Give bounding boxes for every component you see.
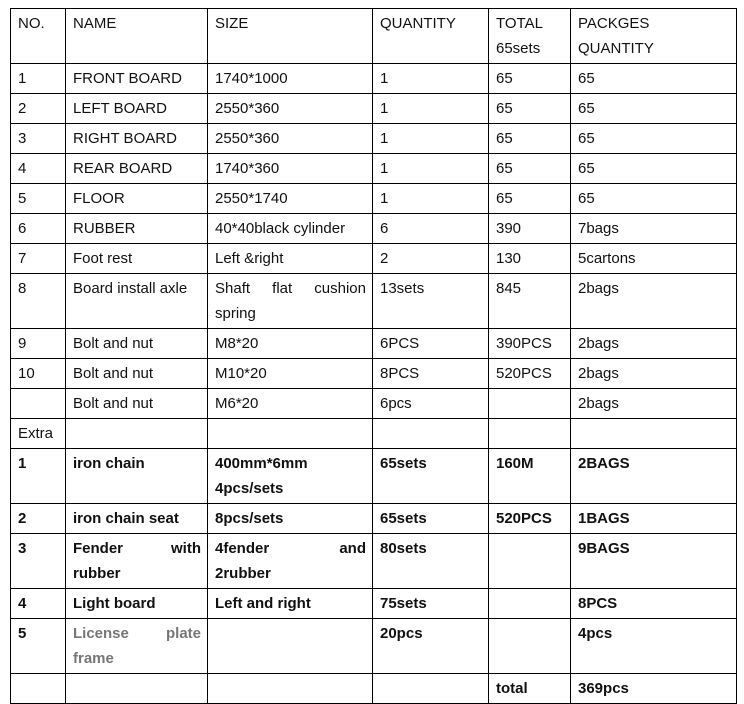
header-quantity: QUANTITY xyxy=(373,9,489,64)
table-row xyxy=(11,64,737,94)
cell-quantity: 65sets xyxy=(373,449,489,504)
cell-no: 3 xyxy=(11,534,66,589)
cell-no: 5 xyxy=(11,184,66,214)
cell-no: 6 xyxy=(11,214,66,244)
header-packages-line2: QUANTITY xyxy=(578,40,654,57)
cell-size: M10*20 xyxy=(208,359,373,389)
cell-quantity: 13sets xyxy=(373,274,489,329)
table-row xyxy=(11,184,737,214)
table-row xyxy=(11,359,737,389)
cell-quantity: 1 xyxy=(373,184,489,214)
cell-total: 65 xyxy=(489,184,571,214)
extra-row xyxy=(11,589,737,619)
cell-packages: 5cartons xyxy=(571,244,737,274)
cell-size-line2: 2rubber xyxy=(215,565,271,582)
cell-no: 10 xyxy=(11,359,66,389)
cell-quantity: 75sets xyxy=(373,589,489,619)
cell-no xyxy=(11,389,66,419)
cell-packages: 2bags xyxy=(571,359,737,389)
cell-size-line2: 4pcs/sets xyxy=(215,480,284,497)
cell-size-line1: 4fender and xyxy=(215,540,366,557)
empty-cell xyxy=(66,674,208,704)
cell-name: FRONT BOARD xyxy=(66,64,208,94)
header-row xyxy=(11,9,737,64)
cell-total: 520PCS xyxy=(489,359,571,389)
cell-no: 1 xyxy=(11,64,66,94)
cell-quantity: 1 xyxy=(373,94,489,124)
cell-no: 7 xyxy=(11,244,66,274)
cell-total: 390PCS xyxy=(489,329,571,359)
cell-name: LEFT BOARD xyxy=(66,94,208,124)
table-row xyxy=(11,274,737,329)
cell-size: Left and right xyxy=(208,589,373,619)
cell-no: 4 xyxy=(11,154,66,184)
cell-packages: 65 xyxy=(571,154,737,184)
cell-packages: 8PCS xyxy=(571,589,737,619)
cell-packages: 1BAGS xyxy=(571,504,737,534)
cell-total: 65 xyxy=(489,124,571,154)
cell-name: Board install axle xyxy=(66,274,208,329)
cell-name: RUBBER xyxy=(66,214,208,244)
cell-no: 8 xyxy=(11,274,66,329)
cell-name: iron chain xyxy=(66,449,208,504)
cell-size: M6*20 xyxy=(208,389,373,419)
cell-no: 4 xyxy=(11,589,66,619)
cell-total: 390 xyxy=(489,214,571,244)
empty-cell xyxy=(208,419,373,449)
cell-name: iron chain seat xyxy=(66,504,208,534)
cell-size: M8*20 xyxy=(208,329,373,359)
cell-size xyxy=(208,274,373,329)
header-total-line2: 65sets xyxy=(496,40,541,57)
table-row xyxy=(11,389,737,419)
cell-quantity: 6PCS xyxy=(373,329,489,359)
header-total-line1: TOTAL xyxy=(496,15,543,32)
cell-no: 5 xyxy=(11,619,66,674)
extra-row xyxy=(11,449,737,504)
header-packages-line1: PACKGES xyxy=(578,15,650,32)
cell-total: 65 xyxy=(489,154,571,184)
cell-total xyxy=(489,619,571,674)
cell-packages: 65 xyxy=(571,184,737,214)
cell-size: 8pcs/sets xyxy=(208,504,373,534)
empty-cell xyxy=(208,674,373,704)
cell-name-line2: frame xyxy=(73,650,114,667)
cell-size: 1740*1000 xyxy=(208,64,373,94)
cell-name-line2: rubber xyxy=(73,565,121,582)
cell-quantity: 2 xyxy=(373,244,489,274)
cell-name: Bolt and nut xyxy=(66,359,208,389)
cell-no: 9 xyxy=(11,329,66,359)
cell-no: 2 xyxy=(11,94,66,124)
cell-name: RIGHT BOARD xyxy=(66,124,208,154)
table-row xyxy=(11,154,737,184)
cell-packages: 7bags xyxy=(571,214,737,244)
extra-label: Extra xyxy=(11,419,66,449)
cell-size-line1: 400mm*6mm xyxy=(215,455,308,472)
cell-name: Bolt and nut xyxy=(66,389,208,419)
cell-size: 2550*1740 xyxy=(208,184,373,214)
cell-quantity: 8PCS xyxy=(373,359,489,389)
header-no: NO. xyxy=(11,9,66,64)
packing-list xyxy=(10,8,737,704)
cell-total: 130 xyxy=(489,244,571,274)
cell-total xyxy=(489,389,571,419)
cell-size: 1740*360 xyxy=(208,154,373,184)
extra-row xyxy=(11,504,737,534)
cell-size: 2550*360 xyxy=(208,94,373,124)
cell-quantity: 6 xyxy=(373,214,489,244)
cell-total xyxy=(489,589,571,619)
table-row xyxy=(11,329,737,359)
table-row xyxy=(11,124,737,154)
cell-packages: 65 xyxy=(571,124,737,154)
cell-name: Foot rest xyxy=(66,244,208,274)
cell-total: 520PCS xyxy=(489,504,571,534)
cell-size-line1: Shaft flat cushion xyxy=(215,280,366,297)
cell-packages: 9BAGS xyxy=(571,534,737,589)
cell-packages: 65 xyxy=(571,64,737,94)
cell-name: Light board xyxy=(66,589,208,619)
cell-packages: 65 xyxy=(571,94,737,124)
cell-packages: 2bags xyxy=(571,389,737,419)
cell-size xyxy=(208,534,373,589)
empty-cell xyxy=(11,674,66,704)
cell-quantity: 20pcs xyxy=(373,619,489,674)
cell-size: 40*40black cylinder xyxy=(208,214,373,244)
cell-size: Left &right xyxy=(208,244,373,274)
cell-name-line1: Fender with xyxy=(73,540,201,557)
cell-quantity: 65sets xyxy=(373,504,489,534)
table-row xyxy=(11,244,737,274)
cell-quantity: 80sets xyxy=(373,534,489,589)
cell-size-line2: spring xyxy=(215,305,256,322)
cell-size: 2550*360 xyxy=(208,124,373,154)
cell-total: 160M xyxy=(489,449,571,504)
cell-no: 1 xyxy=(11,449,66,504)
table-row xyxy=(11,94,737,124)
cell-size xyxy=(208,449,373,504)
cell-name-line1: License plate xyxy=(73,625,201,642)
header-total xyxy=(489,9,571,64)
cell-quantity: 1 xyxy=(373,64,489,94)
cell-quantity: 1 xyxy=(373,124,489,154)
total-label: total xyxy=(489,674,571,704)
cell-name: FLOOR xyxy=(66,184,208,214)
packing-list-table xyxy=(10,8,737,704)
cell-packages: 2BAGS xyxy=(571,449,737,504)
cell-packages: 2bags xyxy=(571,329,737,359)
cell-quantity: 6pcs xyxy=(373,389,489,419)
cell-packages: 4pcs xyxy=(571,619,737,674)
cell-name: Bolt and nut xyxy=(66,329,208,359)
empty-cell xyxy=(66,419,208,449)
total-value: 369pcs xyxy=(571,674,737,704)
cell-total: 65 xyxy=(489,64,571,94)
header-size: SIZE xyxy=(208,9,373,64)
cell-total: 65 xyxy=(489,94,571,124)
cell-no: 3 xyxy=(11,124,66,154)
empty-cell xyxy=(373,674,489,704)
extra-row xyxy=(11,619,737,674)
header-packages xyxy=(571,9,737,64)
extra-section-row xyxy=(11,419,737,449)
empty-cell xyxy=(571,419,737,449)
cell-name xyxy=(66,534,208,589)
cell-size xyxy=(208,619,373,674)
cell-quantity: 1 xyxy=(373,154,489,184)
total-row xyxy=(11,674,737,704)
empty-cell xyxy=(373,419,489,449)
cell-name xyxy=(66,619,208,674)
header-name: NAME xyxy=(66,9,208,64)
cell-total: 845 xyxy=(489,274,571,329)
table-row xyxy=(11,214,737,244)
cell-total xyxy=(489,534,571,589)
cell-no: 2 xyxy=(11,504,66,534)
cell-name: REAR BOARD xyxy=(66,154,208,184)
empty-cell xyxy=(489,419,571,449)
extra-row xyxy=(11,534,737,589)
cell-packages: 2bags xyxy=(571,274,737,329)
